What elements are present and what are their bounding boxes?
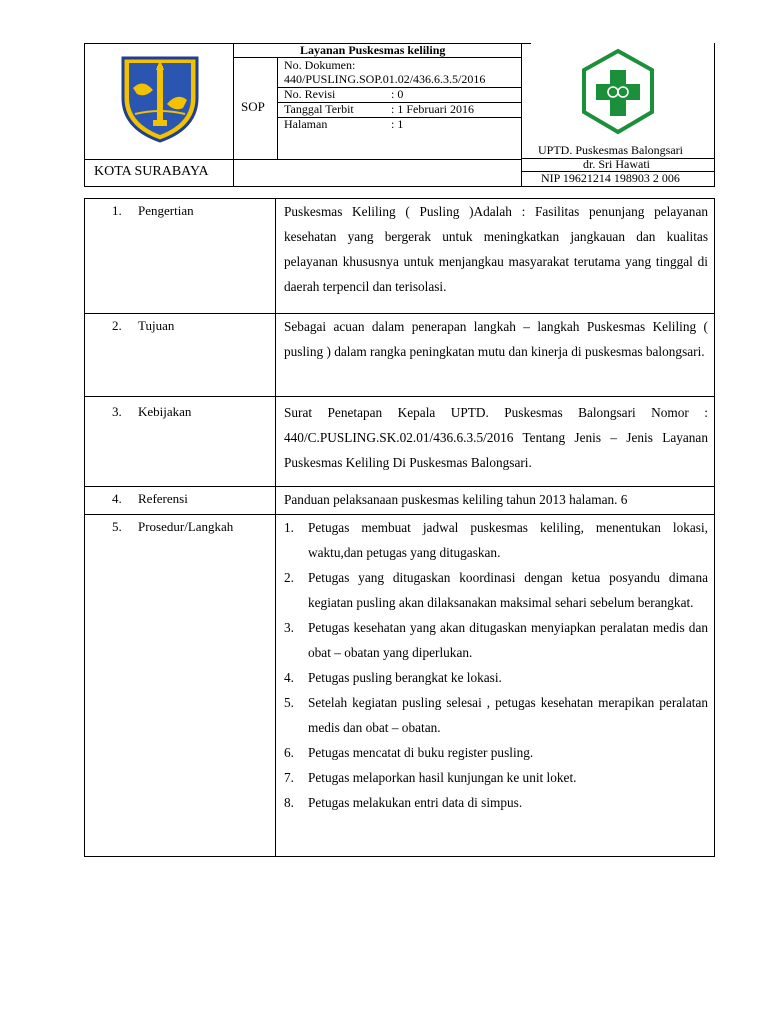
- list-item: [278, 790, 708, 815]
- row-label: Referensi: [138, 491, 188, 506]
- step-number: 2.: [284, 570, 294, 585]
- row-label: Kebijakan: [138, 404, 192, 419]
- step-text: Setelah kegiatan pusling selesai , petugas kesehatan merapikan peralatan medis dan obat – obatan.: [308, 695, 708, 735]
- row-label: Pengertian: [138, 203, 194, 218]
- header-right-border: [714, 43, 715, 187]
- puskesmas-logo-icon: [580, 48, 656, 136]
- step-number: 6.: [284, 745, 294, 760]
- row-text: Puskesmas Keliling ( Pusling )Adalah : Fasilitas penunjang pelayanan kesehatan yang bergerak untuk meningkatkan jangkauan dan kualitas pelayanan khususnya untuk menjangkau masyarakat terutama yang tinggal di daerah terpencil dan terisolasi.: [284, 204, 708, 294]
- row-number: 3.: [112, 404, 122, 419]
- row-divider-2: [84, 396, 715, 397]
- surabaya-emblem-icon: [115, 48, 205, 144]
- content-col-divider: [275, 198, 276, 857]
- row-number: 5.: [112, 519, 122, 534]
- content-left-border: [84, 198, 85, 857]
- sop-title: Layanan Puskesmas keliling: [300, 43, 446, 57]
- sop-label: SOP: [241, 99, 265, 114]
- list-item: [278, 765, 708, 790]
- row-text: Sebagai acuan dalam penerapan langkah – langkah Puskesmas Keliling ( pusling ) dalam rangka peningkatan mutu dan kinerja di puskesmas balongsari.: [284, 319, 708, 359]
- step-number: 5.: [284, 695, 294, 710]
- row-label: Tujuan: [138, 318, 175, 333]
- header-col-divider-1: [233, 43, 234, 187]
- step-text: Petugas mencatat di buku register pusling.: [308, 745, 534, 760]
- head-nip: NIP 19621214 198903 2 006: [541, 171, 680, 185]
- header-left-border: [84, 43, 85, 187]
- row-number: 4.: [112, 491, 122, 506]
- step-number: 4.: [284, 670, 294, 685]
- content-right-border: [714, 198, 715, 857]
- step-number: 8.: [284, 795, 294, 810]
- terbit-value: : 1 Februari 2016: [391, 102, 474, 116]
- doc-no-label: No. Dokumen:: [284, 58, 356, 72]
- step-text: Petugas melaporkan hasil kunjungan ke unit loket.: [308, 770, 577, 785]
- step-text: Petugas pusling berangkat ke lokasi.: [308, 670, 502, 685]
- list-item: [278, 665, 708, 690]
- list-item: [278, 565, 708, 615]
- content-bottom-border: [84, 856, 715, 857]
- city-name: KOTA SURABAYA: [94, 164, 209, 179]
- step-text: Petugas melakukan entri data di simpus.: [308, 795, 523, 810]
- halaman-value: : 1: [391, 117, 404, 131]
- list-item: [278, 515, 708, 565]
- list-item: [278, 690, 708, 740]
- header-col-divider-2: [277, 57, 278, 159]
- row-text: Surat Penetapan Kepala UPTD. Puskesmas Balongsari Nomor : 440/C.PUSLING.SK.02.01/436.6.3.5/2016 Tentang Jenis – Jenis Layanan Puskesmas Keliling Di Puskesmas Balongsari.: [284, 405, 708, 470]
- row-text: Panduan pelaksanaan puskesmas keliling tahun 2013 halaman. 6: [284, 492, 628, 507]
- revisi-label: No. Revisi: [284, 87, 336, 101]
- step-text: Petugas kesehatan yang akan ditugaskan menyiapkan peralatan medis dan obat – obatan yang diperlukan.: [308, 620, 708, 660]
- halaman-label: Halaman: [284, 117, 328, 131]
- procedure-steps: [278, 515, 708, 815]
- header-bottom-border: [84, 186, 715, 187]
- header-col-divider-3: [521, 43, 522, 187]
- list-item: [278, 615, 708, 665]
- step-number: 1.: [284, 520, 294, 535]
- head-name: dr. Sri Hawati: [583, 157, 650, 171]
- row-label: Prosedur/Langkah: [138, 519, 234, 534]
- step-number: 3.: [284, 620, 294, 635]
- step-number: 7.: [284, 770, 294, 785]
- revisi-value: : 0: [391, 87, 404, 101]
- terbit-label: Tanggal Terbit: [284, 102, 354, 116]
- step-text: Petugas yang ditugaskan koordinasi dengan ketua posyandu dimana kegiatan pusling akan dilaksanakan maksimal sehari sebelum berangkat.: [308, 570, 708, 610]
- row-number: 2.: [112, 318, 122, 333]
- list-item: [278, 740, 708, 765]
- doc-no-value: 440/PUSLING.SOP.01.02/436.6.3.5/2016: [284, 72, 486, 86]
- step-text: Petugas membuat jadwal puskesmas keliling, menentukan lokasi, waktu,dan petugas yang ditugaskan.: [308, 520, 708, 560]
- row-number: 1.: [112, 203, 122, 218]
- header-city-rule: [84, 159, 521, 160]
- institution-name: UPTD. Puskesmas Balongsari: [538, 143, 683, 157]
